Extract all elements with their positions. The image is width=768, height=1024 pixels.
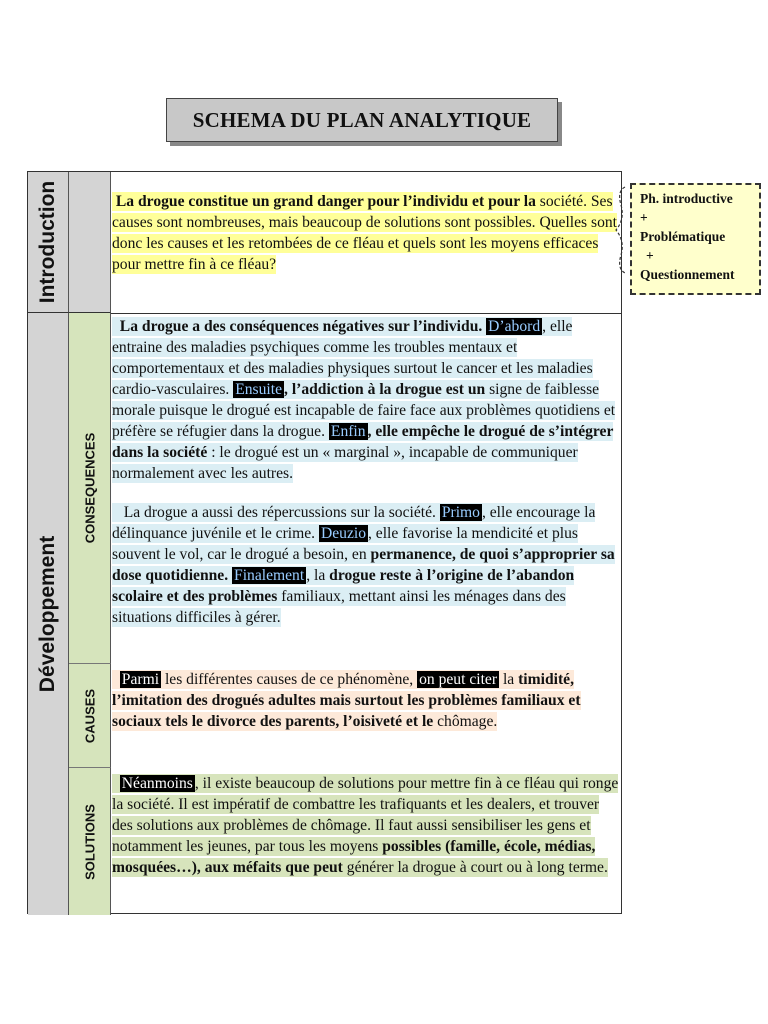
cons2-text5: familiaux, mettant ainsi les ménages dans des situations difficiles à gérer. [112,588,566,626]
side-note-line2: Problématique [640,229,726,244]
brace-connector [613,185,629,275]
side-note-plus1: + [640,210,648,225]
solutions-text1: , il existe beaucoup de solutions pour mettre fin à ce fléau qui ronge la société. Il est impératif de combattre les trafiquants et les dealers, et trouver des solutions aux problèmes de chômage. Il faut aussi sensibiliser les gens et notamment les jeunes, par tous les moyens [112,775,619,855]
introduction-label-text: Introduction [36,180,59,304]
cons2-text4: , la [306,567,326,584]
cons1-text3: : le drogué est un « marginal », incapable de communiquer normalement avec les autres. [112,444,578,482]
introduction-spacer [69,172,111,313]
side-note-line1: Ph. introductive [640,191,733,206]
keyword-ensuite: Ensuite [235,381,283,398]
solutions-bold: possibles (famille, école, médias, mosquées…), aux méfaits que peut [112,838,596,876]
causes-label [69,664,111,768]
intro-text: société. Ses causes sont nombreuses, mais beaucoup de solutions sont possibles. Quelles sont donc les causes et les retombées de ce fléau et quels sont les moyens efficaces pour mettre fin à ce fléau? [112,193,618,273]
causes-text2: la [499,671,515,688]
solutions-paragraph [112,773,622,878]
cons2-text1: La drogue a aussi des répercussions sur la société. [123,504,436,521]
causes-text3: chômage. [437,713,498,730]
keyword-dabord: D’abord [488,318,541,335]
keyword-on-peut-citer: on peut citer [419,671,498,688]
solutions-text2: générer la drogue à court ou à long terme. [346,859,608,876]
cons1-bold2: , l’addiction à la drogue est un [284,381,486,398]
section-divider [28,313,621,314]
page-title: SCHEMA DU PLAN ANALYTIQUE [166,98,558,142]
keyword-parmi: Parmi [121,671,160,688]
cons2-bold1: permanence, de quoi s’approprier sa dose quotidienne. [112,546,615,584]
cons2-text2: , elle encourage la délinquance juvénile et le crime. [112,504,596,542]
cons1-bold3: , elle empêche le drogué de s’intégrer dans la société [112,423,614,461]
intro-bold: La drogue constitue un grand danger pour l’individu et pour la [115,193,536,210]
causes-label-text: CAUSES [82,688,97,743]
keyword-finalement: Finalement [234,567,305,584]
cons2-text3: , elle favorise la mendicité et plus souvent le vol, car le drogué a besoin, en [112,525,579,563]
solutions-label [69,768,111,915]
cons1-bold1: La drogue a des conséquences négatives sur l’individu. [119,318,483,335]
causes-text1: les différentes causes de ce phénomène, [161,671,414,688]
cons2-bold2: drogue reste à l’origine de l’abandon scolaire et des problèmes [112,567,575,605]
introduction-label [28,172,69,313]
side-note [630,183,761,295]
causes-paragraph [112,669,622,732]
consequences-label-text: CONSEQUENCES [82,432,97,544]
side-note-line3: Questionnement [640,267,735,282]
consequences-paragraph-1 [112,316,622,484]
solutions-label-text: SOLUTIONS [82,803,97,880]
cons1-text2: signe de faiblesse morale puisque le drogué est incapable de faire face aux problèmes quotidiens et préfère se réfugier dans la drogue. [112,381,616,440]
keyword-neanmoins: Néanmoins [121,775,193,792]
developpement-label-text: Développement [36,535,59,693]
plan-table [27,171,622,914]
keyword-enfin: Enfin [330,423,366,440]
intro-paragraph [112,191,622,275]
developpement-label [28,313,69,915]
consequences-paragraph-2 [112,502,622,628]
cons1-text1: , elle entraine des maladies psychiques comme les troubles mentaux et comportementaux et des maladies physiques surtout le cancer et les maladies cardio-vasculaires. [112,318,593,398]
consequences-label [69,313,111,664]
keyword-deuzio: Deuzio [320,525,366,542]
causes-bold: timidité, l’imitation des drogués adultes mais surtout les problèmes familiaux et sociaux tels le divorce des parents, l’oisiveté et le [112,671,581,730]
side-note-plus2: + [646,248,654,263]
keyword-primo: Primo [441,504,480,521]
